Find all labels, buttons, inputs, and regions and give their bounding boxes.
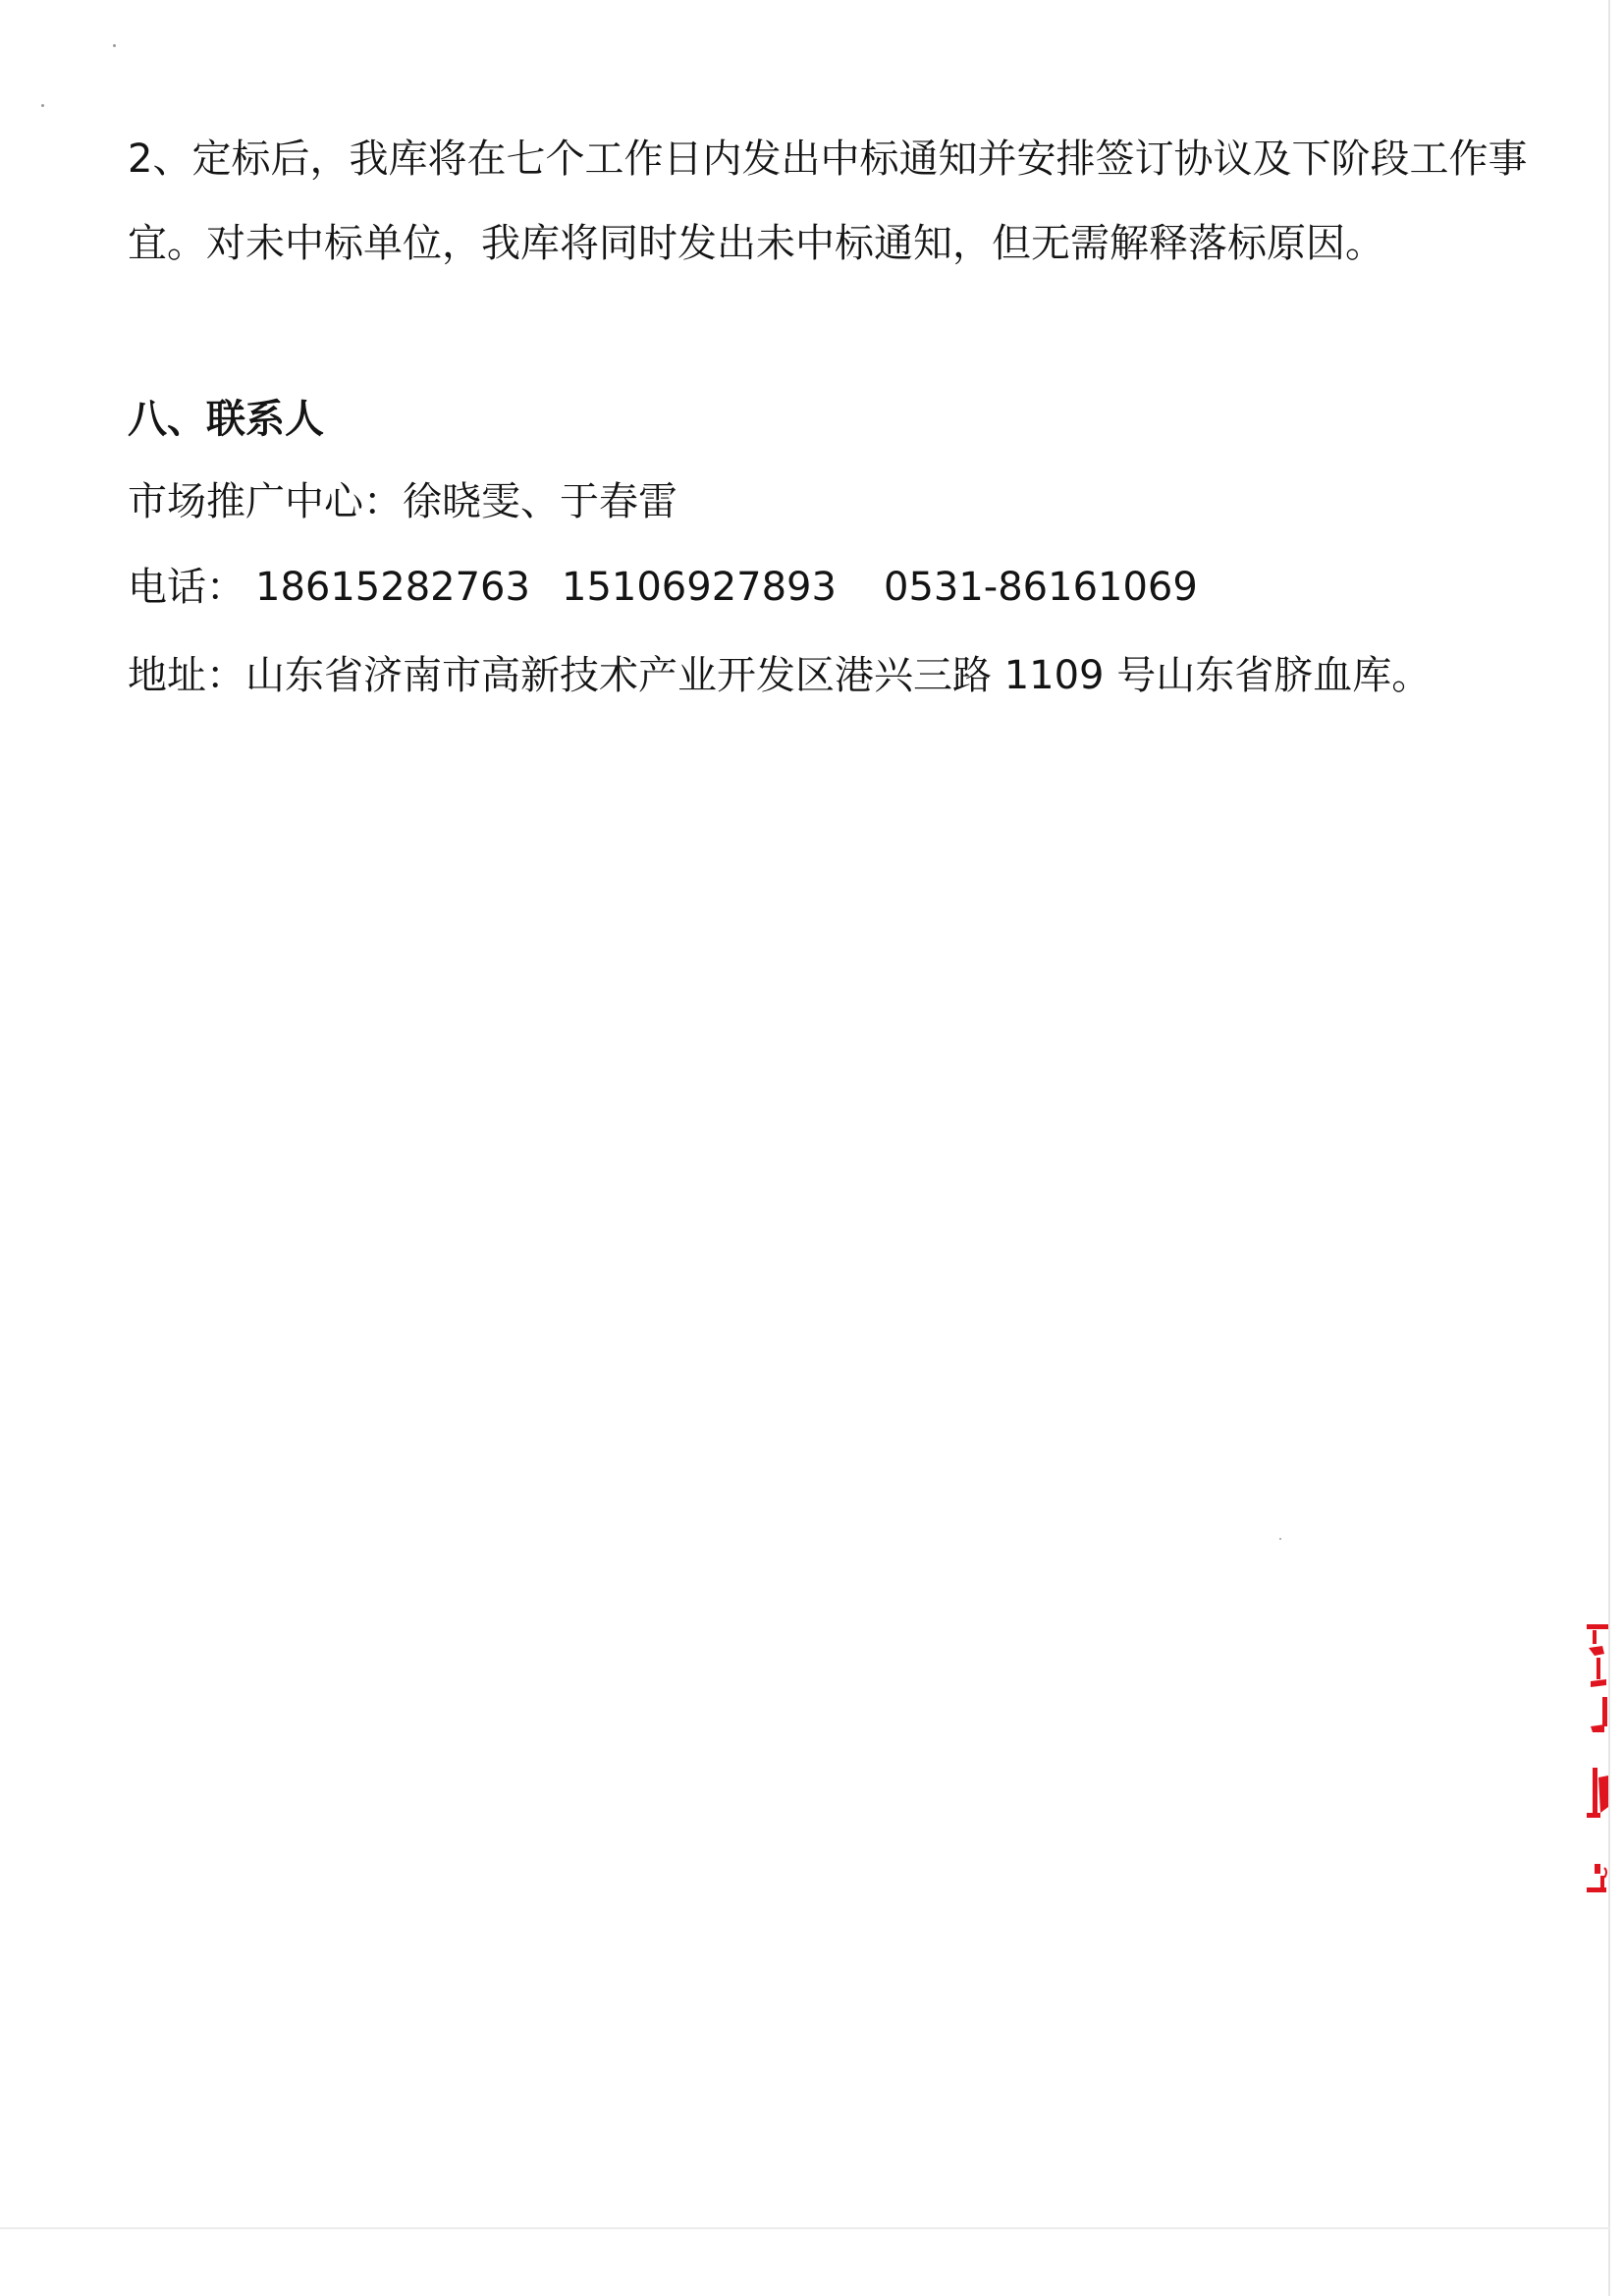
scan-speck [1279,1538,1281,1540]
address: 地址：山东省济南市高新技术产业开发区港兴三路 1109 号山东省脐血库。 [128,653,1432,698]
scan-speck [41,104,44,107]
paragraph-item2-line2: 宜。对未中标单位，我库将同时发出未中标通知，但无需解释落标原因。 [128,221,1384,266]
phone-line [128,562,1198,613]
paragraph-item2-line1: 2、定标后，我库将在七个工作日内发出中标通知并安排签订协议及下阶段工作事 [128,137,1528,182]
page-edge-right [1608,0,1610,2296]
contact-persons: 市场推广中心：徐晓雯、于春雷 [128,479,677,524]
phone-number-1: 18615282763 [255,565,530,610]
phone-number-3: 0531-86161069 [884,565,1198,610]
phone-number-2: 15106927893 [562,565,837,610]
red-seal-fragment [1583,1611,1612,1944]
page-edge-bottom [0,2227,1610,2229]
section-heading-contacts: 八、联系人 [128,397,324,442]
scan-speck [113,44,116,47]
phone-label: 电话： [128,565,245,610]
